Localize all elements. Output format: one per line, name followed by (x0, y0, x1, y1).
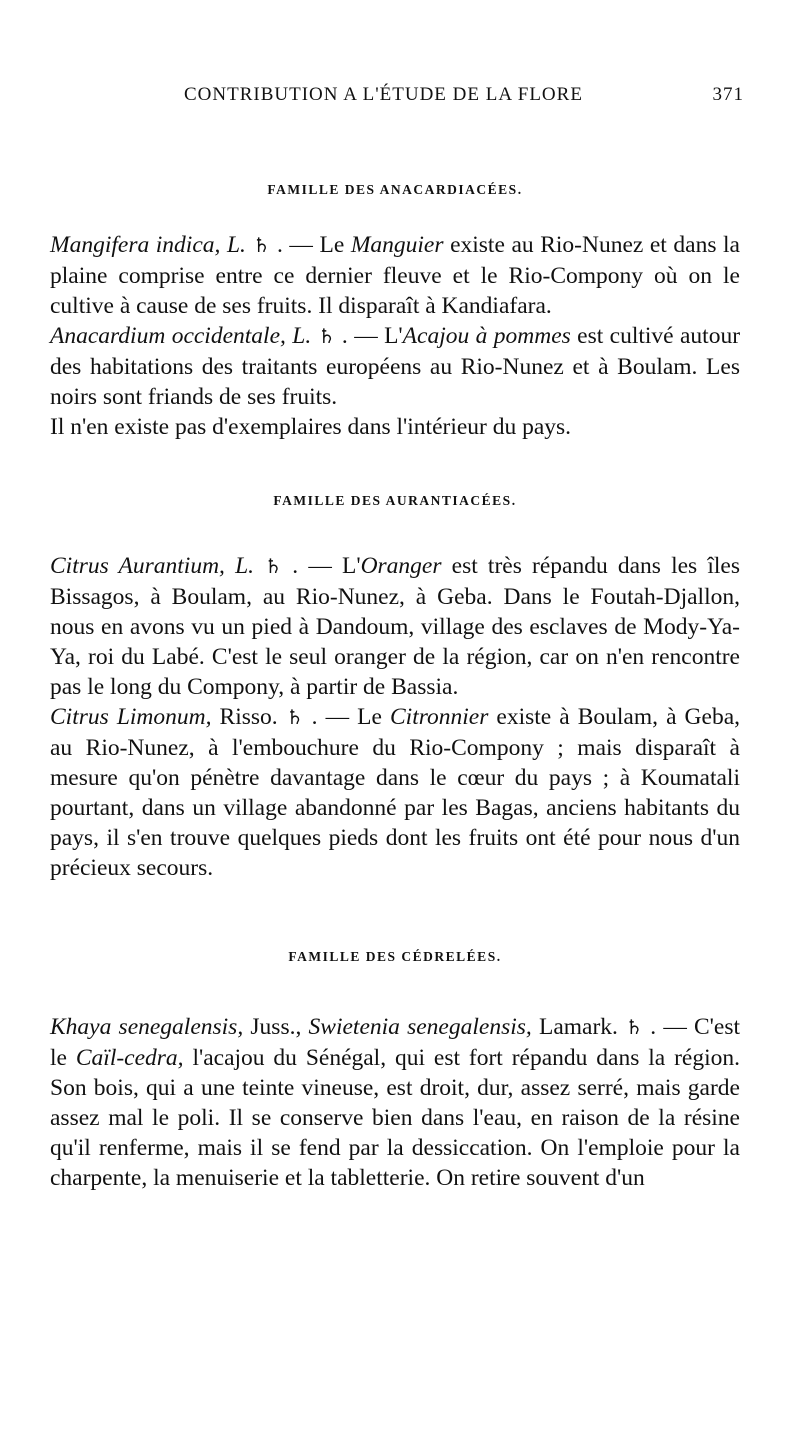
tree-symbol: ♄ (625, 1017, 644, 1039)
entry-text: . — C'est le (50, 1014, 741, 1071)
common-name: Acajou à pommes (402, 323, 571, 349)
entry-text: . — L' (335, 323, 403, 349)
entry-text: . — Le (270, 232, 351, 258)
running-title: CONTRIBUTION A L'ÉTUDE DE LA FLORE (184, 84, 583, 105)
tree-symbol: ♄ (264, 556, 283, 578)
section-heading-anacardiacees: FAMILLE DES ANACARDIACÉES. (267, 182, 523, 197)
synonym-name: Swietenia senegalensis, (308, 1014, 532, 1040)
entry-text: existe à Boulam, à Geba, au Rio-Nunez, à l'embouchure du Rio-Compony ; mais disparaît à mesure qu'on pénètre davantage dans le cœur du pays ; à Koumatali pourtant, dans un village abandonné par les Bagas, anciens habitants du pays, il s'en trouve quelques pieds dont les fruits ont été pour nous d'un précieux secours. (50, 704, 740, 881)
section-heading-cedrelees: FAMILLE DES CÉDRELÉES. (288, 949, 502, 964)
common-name: Manguier (350, 232, 444, 258)
section-heading-aurantiacees: FAMILLE DES AURANTIACÉES. (273, 493, 517, 508)
page-number: 371 (712, 84, 744, 105)
entry-text: . — Le (303, 704, 390, 730)
species-name: Mangifera indica, L. (50, 232, 246, 258)
tree-symbol: ♄ (285, 707, 304, 729)
author: Lamark. (531, 1014, 618, 1040)
species-name: Anacardium occidentale, L. (50, 323, 312, 349)
entry-note: Il n'en existe pas d'exemplaires dans l'intérieur du pays. (50, 414, 572, 440)
common-name: Oranger (360, 553, 442, 579)
author: Juss., (243, 1014, 309, 1040)
entry-citrus-aurantium (50, 551, 740, 702)
entry-text: est cultivé autour des habitations des traitants européens au Rio-Nunez et à Boulam. Les noirs sont friands de ses fruits. (50, 323, 741, 410)
tree-symbol: ♄ (317, 326, 336, 348)
entry-text: l'acajou du Sénégal, qui est fort répandu dans la région. Son bois, qui a une teinte vineuse, est droit, dur, assez serré, mais garde assez mal le poli. Il se conserve bien dans l'eau, en raison de la résine qu'il renferme, mais il se fend par la dessiccation. On l'emploie pour la charpente, la menuiserie et la tabletterie. On retire souvent d'un (50, 1045, 740, 1191)
entry-text: existe au Rio-Nunez et dans la plaine comprise entre ce dernier fleuve et le Rio-Compony où on le cultive à cause de ses fruits. Il disparaît à Kandiafara. (50, 232, 740, 319)
entry-khaya (50, 1012, 740, 1193)
running-head (50, 82, 744, 122)
entry-text: est très répandu dans les îles Bissagos, à Boulam, au Rio-Nunez, à Geba. Dans le Foutah-Djallon, nous en avons vu un pied à Dandoum, village des esclaves de Mody-Ya-Ya, roi du Labé. C'est le seul oranger de la région, car on n'en rencontre pas le long du Compony, à partir de Bassia. (50, 553, 740, 700)
entry-mangifera (50, 230, 740, 321)
page (50, 82, 744, 1193)
common-name: Caïl-cedra, (75, 1045, 184, 1071)
entry-citrus-limonum (50, 702, 740, 883)
entry-text: . — L' (282, 553, 361, 579)
common-name: Citronnier (389, 704, 489, 730)
species-name: Citrus Aurantium, L. (50, 553, 255, 579)
tree-symbol: ♄ (252, 235, 271, 257)
species-name: Khaya senegalensis, (50, 1014, 244, 1040)
entry-anacardium (50, 321, 740, 412)
author: Risso. (211, 704, 278, 730)
species-name: Citrus Limonum, (50, 704, 212, 730)
